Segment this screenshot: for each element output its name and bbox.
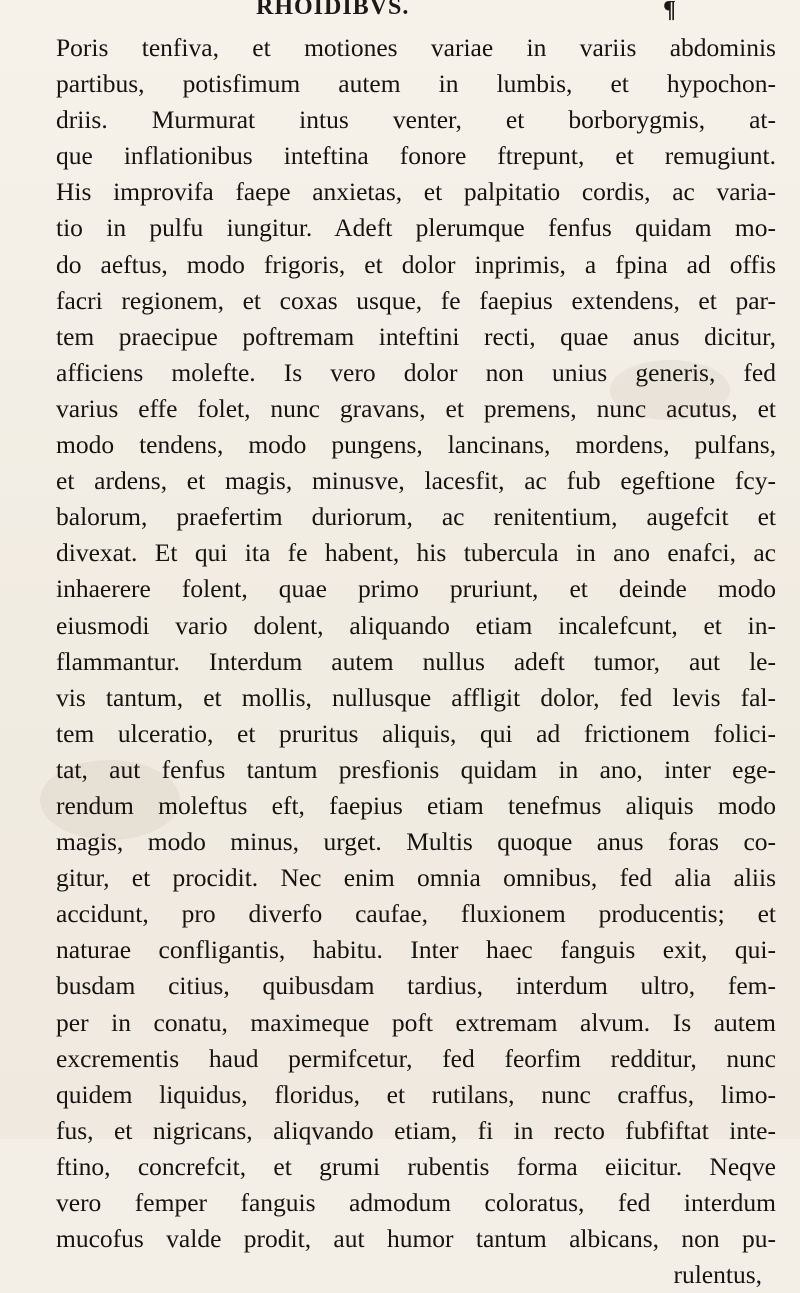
- text-line: accidunt, pro diverfo caufae, fluxionem producentis; et: [56, 899, 776, 929]
- text-line: do aeftus, modo frigoris, et dolor inprimis, a fpina ad offis: [56, 249, 776, 279]
- text-line: His improvifa faepe anxietas, et palpitatio cordis, ac varia-: [56, 177, 776, 207]
- text-line: gitur, et procidit. Nec enim omnia omnibus, fed alia aliis: [56, 863, 776, 893]
- text-line: tio in pulfu iungitur. Adeft plerumque fenfus quidam mo-: [56, 213, 776, 243]
- text-line: tem ulceratio, et pruritus aliquis, qui ad frictionem folici-: [56, 718, 776, 748]
- text-line: tem praecipue poftremam inteftini recti, quae anus dicitur,: [56, 321, 776, 351]
- text-line: vero femper fanguis admodum coloratus, fed interdum: [56, 1188, 776, 1217]
- text-line: magis, modo minus, urget. Multis quoque anus foras co-: [56, 827, 776, 857]
- text-line: driis. Murmurat intus venter, et borborygmis, at-: [56, 105, 776, 135]
- text-line: flammantur. Interdum autem nullus adeft tumor, aut le-: [56, 646, 776, 676]
- running-head: [0, 0, 800, 24]
- text-line: rendum moleftus eft, faepius etiam tenefmus aliquis modo: [56, 790, 776, 820]
- text-line: Poris tenfiva, et motiones variae in variis abdominis: [56, 33, 776, 62]
- text-line: mucofus valde prodit, aut humor tantum albicans, non pu-: [56, 1224, 776, 1254]
- text-line: ftino, concrefcit, et grumi rubentis forma eiicitur. Neqve: [56, 1151, 776, 1181]
- text-line: per in conatu, maximeque poft extremam alvum. Is autem: [56, 1007, 776, 1037]
- text-line: afficiens molefte. Is vero dolor non unius generis, fed: [56, 357, 776, 387]
- text-line: rulentus,: [673, 1260, 762, 1290]
- text-line: facri regionem, et coxas usque, fe faepius extendens, et par-: [56, 285, 776, 315]
- text-line: modo tendens, modo pungens, lancinans, mordens, pulfans,: [56, 430, 776, 460]
- text-line: balorum, praefertim duriorum, ac renitentium, augefcit et: [56, 502, 776, 532]
- text-line: inhaerere folent, quae primo pruriunt, et deinde modo: [56, 574, 776, 604]
- text-line: fus, et nigricans, aliqvando etiam, fi in recto fubfiftat inte-: [56, 1115, 776, 1145]
- body-text: [56, 30, 776, 1293]
- text-line: varius effe folet, nunc gravans, et premens, nunc acutus, et: [56, 393, 776, 423]
- text-line: busdam citius, quibusdam tardius, interdum ultro, fem-: [56, 971, 776, 1001]
- text-line: que inflationibus inteftina fonore ftrepunt, et remugiunt.: [56, 141, 776, 171]
- text-line: tat, aut fenfus tantum presfionis quidam in ano, inter ege-: [56, 754, 776, 784]
- text-line: et ardens, et magis, minusve, lacesfit, ac fub egeftione fcy-: [56, 466, 776, 496]
- text-line: naturae confligantis, habitu. Inter haec fanguis exit, qui-: [56, 935, 776, 965]
- text-line: divexat. Et qui ita fe habent, his tubercula in ano enafci, ac: [56, 538, 776, 568]
- text-line: vis tantum, et mollis, nullusque affligit dolor, fed levis fal-: [56, 682, 776, 712]
- text-line: quidem liquidus, floridus, et rutilans, nunc craffus, limo-: [56, 1079, 776, 1109]
- page-mark: ¶: [663, 0, 676, 23]
- running-title: RHOIDIBVS.: [256, 0, 410, 20]
- text-line: partibus, potisfimum autem in lumbis, et hypochon-: [56, 69, 776, 99]
- text-line: excrementis haud permifcetur, fed feorfim redditur, nunc: [56, 1043, 776, 1073]
- text-line: eiusmodi vario dolent, aliquando etiam incalefcunt, et in-: [56, 610, 776, 640]
